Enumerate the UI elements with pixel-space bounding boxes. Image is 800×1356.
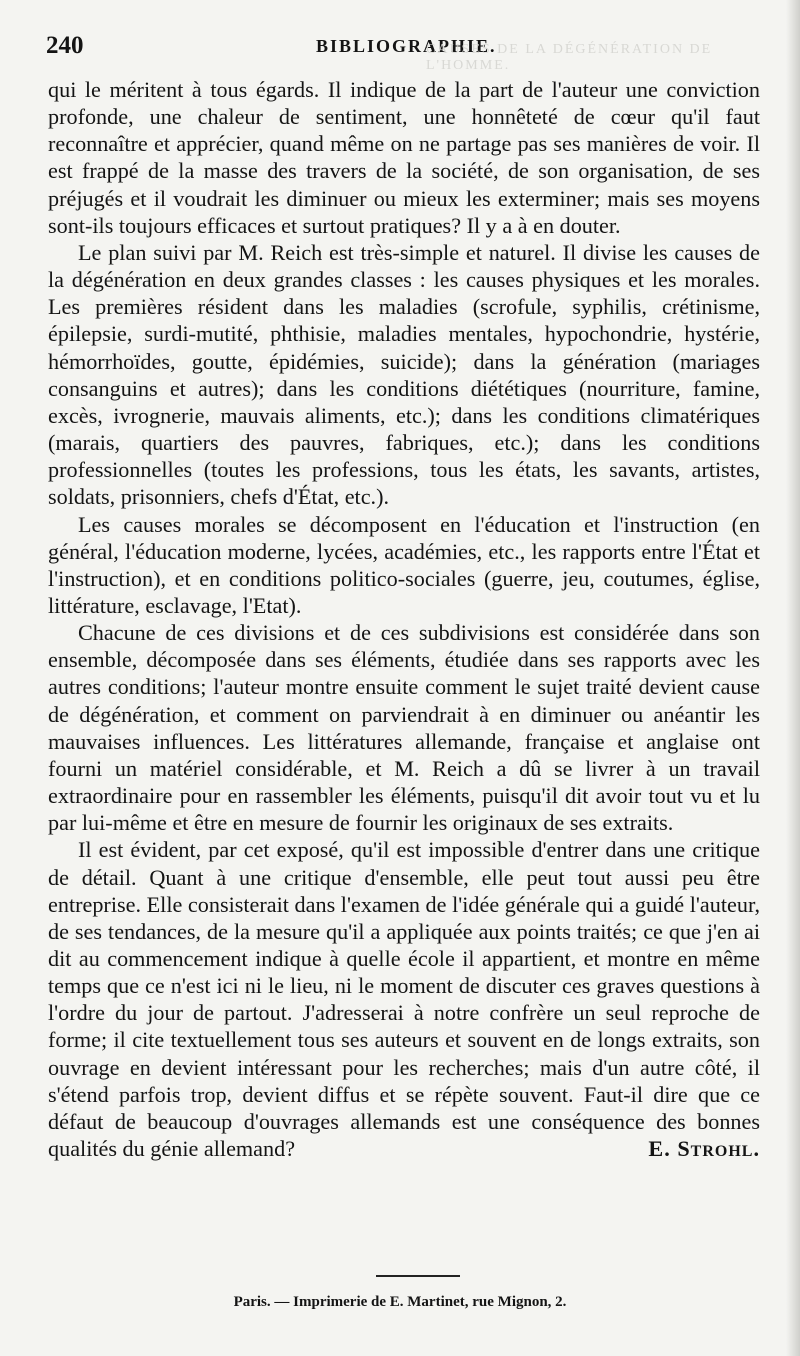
bleed-through-title: CAUSES DE LA DÉGÉNÉRATION DE L'HOMME. [426, 42, 713, 73]
running-title: BIBLIOGRAPHIE. [316, 36, 497, 56]
paragraph-4: Chacune de ces divisions et de ces subdivisions est considérée dans son ensemble, décomposée dans ses éléments, étudiée dans ses rapports avec les autres conditions; l'auteur montre ensuite comment le sujet traité devient cause de dégénération, et comment on parviendrait à en diminuer ou anéantir les mauvaises influences. Les littératures allemande, française et anglaise ont fourni un matériel considérable, et M. Reich a dû se livrer à un travail extraordinaire pour en rassembler les éléments, puisqu'il dit avoir tout vu et lu par lui-même et être en mesure de fournir les originaux de ses extraits. [48, 620, 760, 836]
page-edge-shadow [786, 0, 800, 1356]
paragraph-5-text: Il est évident, par cet exposé, qu'il est impossible d'entrer dans une critique de détail. Quant à une critique d'ensemble, elle peut tout aussi peu être entreprise. Elle consisterait dans l'examen de l'idée générale qui a guidé l'auteur, de ses tendances, de la mesure qu'il a appliquée aux points traités; ce que j'en ai dit au commencement indique à quelle école il appartient, et montre en même temps que ce n'est ici ni le lieu, ni le moment de discuter ces graves questions à l'ordre du jour de partout. J'adresserai à notre confrère un seul reproche de forme; il cite textuellement tous ses auteurs et souvent en de longs extraits, son ouvrage en devient intéressant pour les recherches; mais d'un autre côté, il s'étend parfois trop, devient diffus et se répète souvent. Faut-il dire que ce défaut de beaucoup d'ouvrages allemands est une conséquence des bonnes qualités du génie allemand? [48, 837, 760, 1162]
author-signature: E. Strohl. [648, 1136, 760, 1162]
paragraph-3: Les causes morales se décomposent en l'éducation et l'instruction (en général, l'éducation moderne, lycées, académies, etc., les rapports entre l'État et l'instruction), et en conditions politico-sociales (guerre, jeu, coutumes, église, littérature, esclavage, l'Etat). [48, 511, 760, 618]
paragraph-5 [48, 836, 760, 1162]
printer-imprint: Paris. — Imprimerie de E. Martinet, rue Mignon, 2. [233, 1294, 567, 1310]
paragraph-1: qui le méritent à tous égards. Il indique de la part de l'auteur une conviction profonde, une chaleur de sentiment, une honnêteté de cœur qu'il faut reconnaître et apprécier, quand même on ne partage pas ses manières de voir. Il est frappé de la masse des travers de la société, de son organisation, de ses préjugés et il voudrait les diminuer ou mieux les exterminer; mais ses moyens sont-ils toujours efficaces et surtout pratiques? Il y a à en douter. [48, 77, 760, 238]
page-number: 240 [46, 32, 84, 59]
running-head [46, 32, 760, 73]
paragraph-2: Le plan suivi par M. Reich est très-simple et naturel. Il divise les causes de la dégénération en deux grandes classes : les causes physiques et les morales. Les premières résident dans les maladies (scrofule, syphilis, crétinisme, épilepsie, surdi-mutité, phthisie, maladies mentales, hypochondrie, hystérie, hémorrhoïdes, goutte, épidémies, suicide); dans la génération (mariages consanguins et autres); dans les conditions diététiques (nourriture, famine, excès, ivrognerie, mauvais aliments, etc.); dans les conditions climatériques (marais, quartiers des pauvres, fabriques, etc.); dans les conditions professionnelles (toutes les professions, tous les états, les savants, artistes, soldats, prisonniers, chefs d'État, etc.). [48, 239, 760, 510]
article-body [48, 76, 760, 1162]
closing-rule [376, 1275, 460, 1277]
